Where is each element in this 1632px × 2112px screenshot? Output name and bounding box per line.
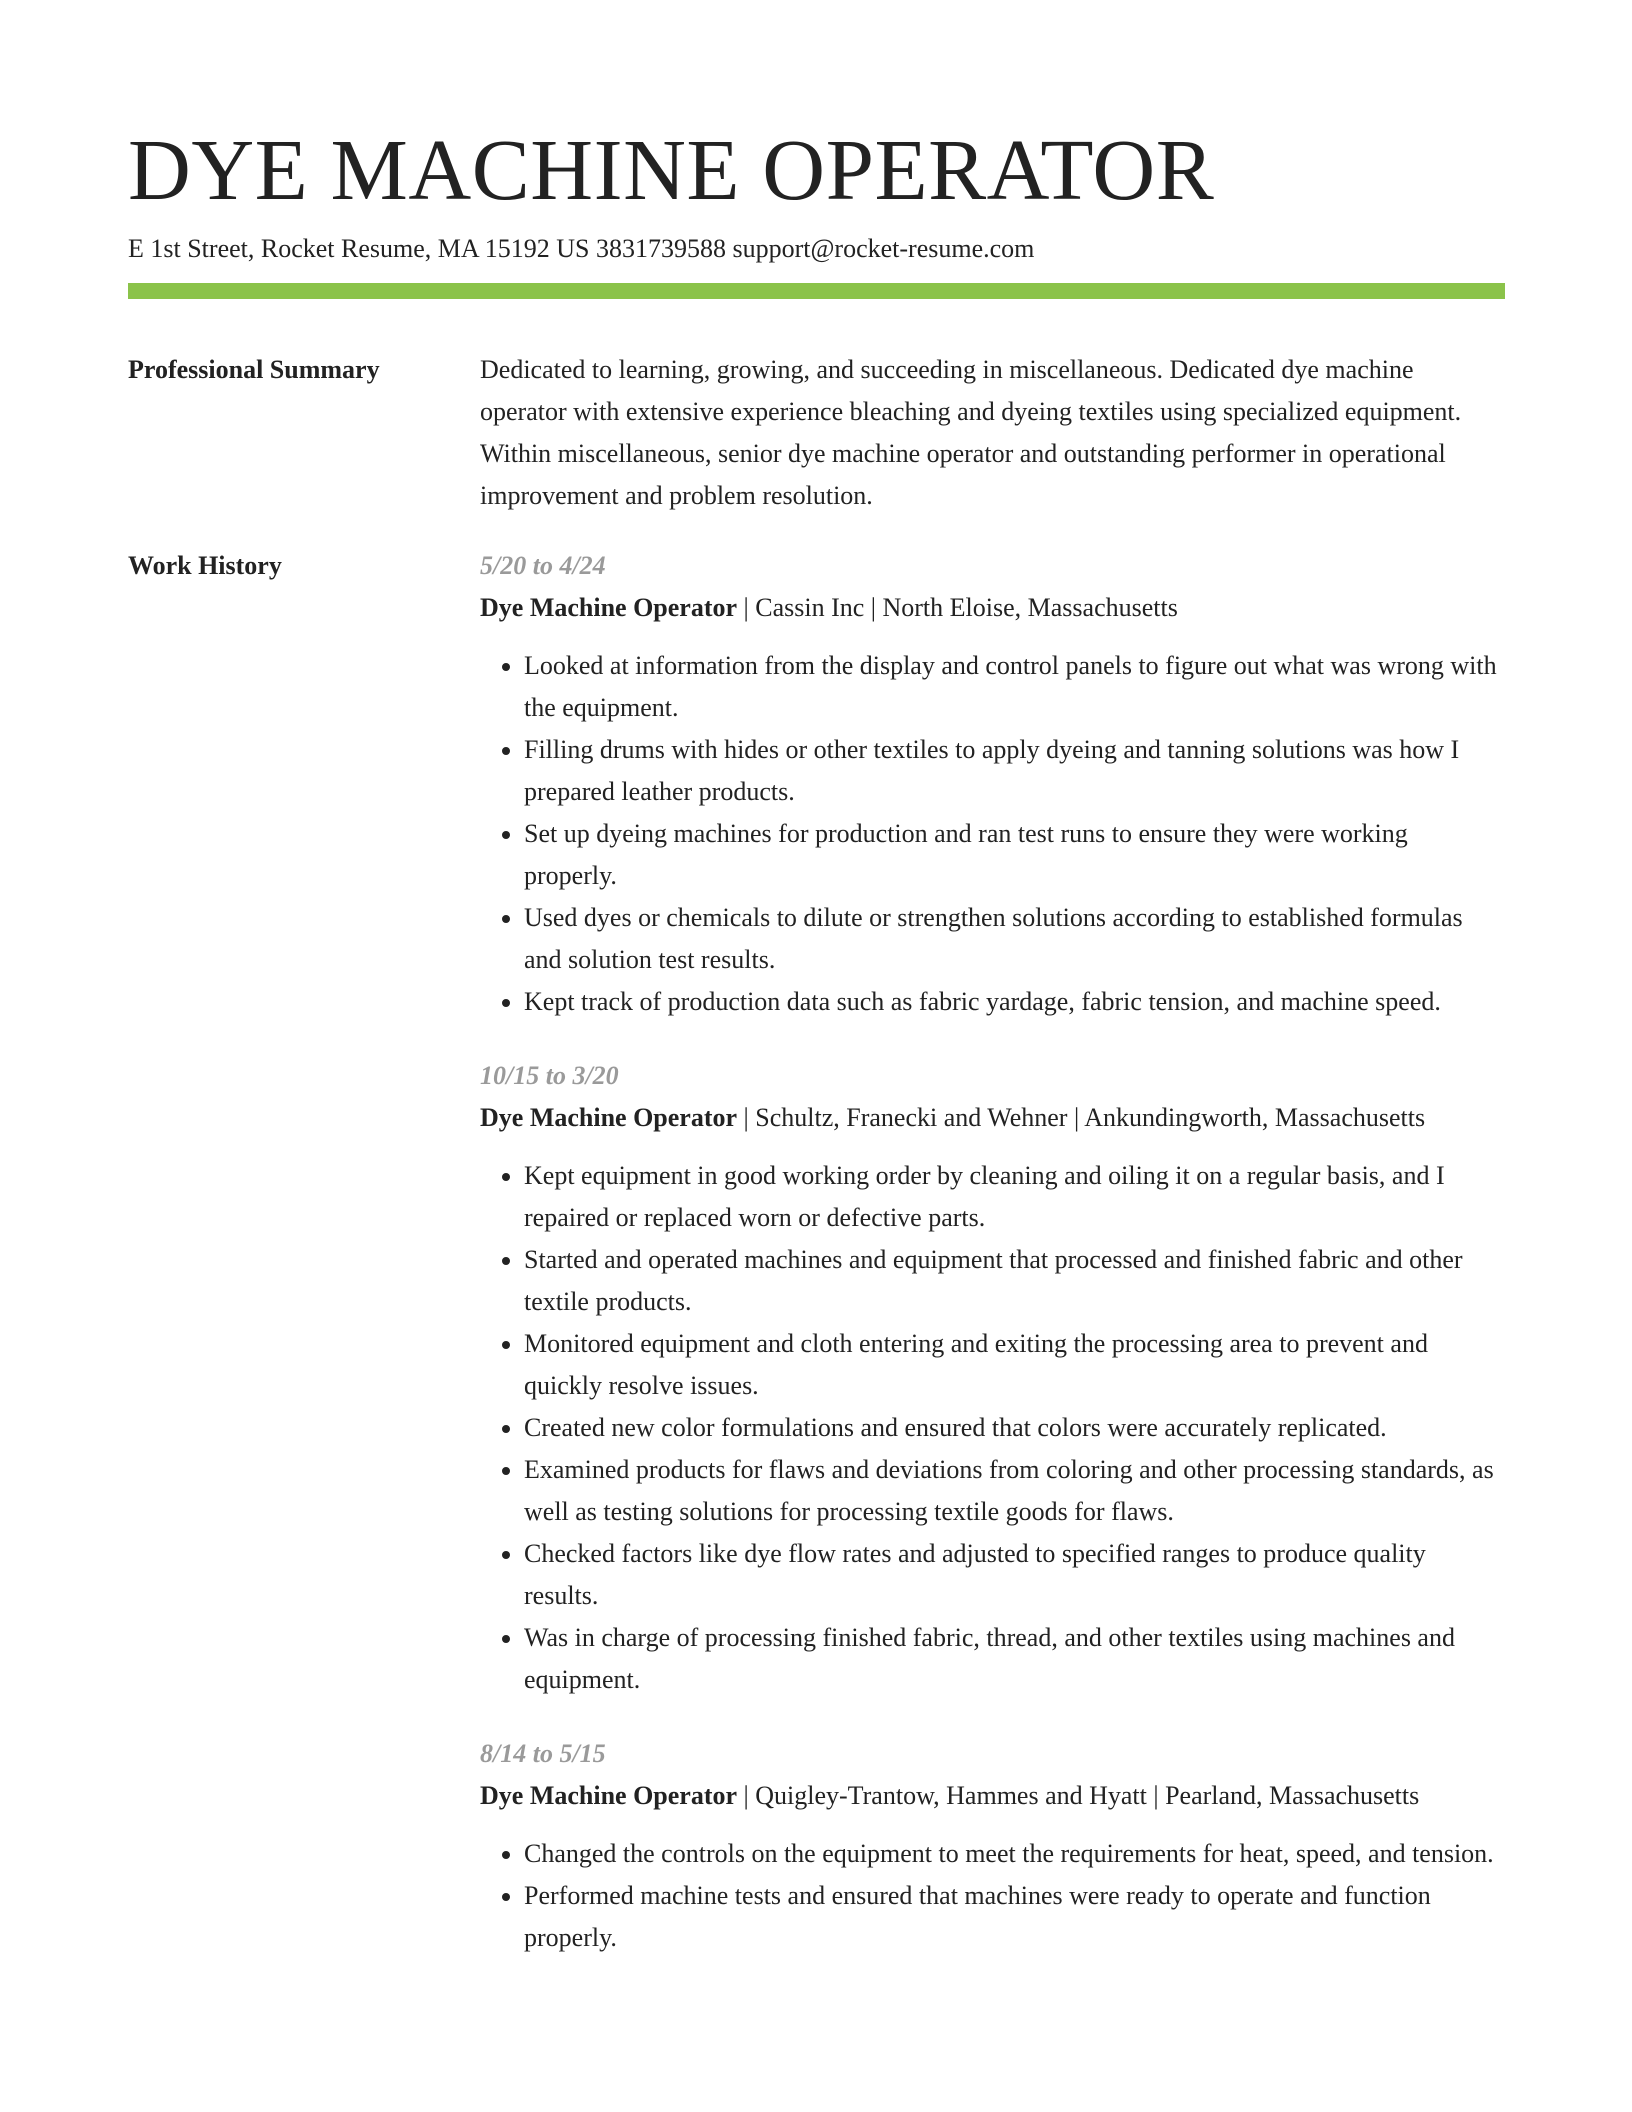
job-bullets bbox=[480, 645, 1505, 1023]
job-dates: 5/20 to 4/24 bbox=[480, 551, 606, 580]
job-title: Dye Machine Operator bbox=[480, 1103, 738, 1132]
job-bullets bbox=[480, 1155, 1505, 1701]
job-employer-location: | Quigley-Trantow, Hammes and Hyatt | Pearland, Massachusetts bbox=[737, 1781, 1420, 1810]
job-heading bbox=[480, 587, 1505, 629]
job-heading bbox=[480, 1097, 1505, 1139]
job-title: Dye Machine Operator bbox=[480, 1781, 738, 1810]
job-employer-location: | Schultz, Franecki and Wehner | Ankundingworth, Massachusetts bbox=[737, 1103, 1426, 1132]
list-item: • Kept equipment in good working order by cleaning and oiling it on a regular basis, and I repaired or replaced worn or defective parts. bbox=[524, 1155, 1505, 1239]
list-item: • Monitored equipment and cloth entering and exiting the processing area to prevent and quickly resolve issues. bbox=[524, 1323, 1505, 1407]
work-history-section bbox=[128, 545, 1505, 1959]
header-divider bbox=[128, 283, 1505, 299]
list-item: • Kept track of production data such as fabric yardage, fabric tension, and machine speed. bbox=[524, 981, 1505, 1023]
job-entry bbox=[480, 1733, 1505, 1959]
professional-summary-section bbox=[128, 349, 1505, 517]
job-dates: 8/14 to 5/15 bbox=[480, 1739, 606, 1768]
section-heading: Work History bbox=[128, 551, 282, 580]
job-heading bbox=[480, 1775, 1505, 1817]
list-item: • Examined products for flaws and deviations from coloring and other processing standards, as well as testing solutions for processing textile goods for flaws. bbox=[524, 1449, 1505, 1533]
contact-phone: 3831739588 bbox=[595, 234, 726, 263]
job-employer-location: | Cassin Inc | North Eloise, Massachusetts bbox=[737, 593, 1178, 622]
job-bullets bbox=[480, 1833, 1505, 1959]
contact-email: support@rocket-resume.com bbox=[732, 234, 1035, 263]
resume-title: DYE MACHINE OPERATOR bbox=[128, 121, 1215, 218]
job-dates: 10/15 to 3/20 bbox=[480, 1061, 619, 1090]
section-heading: Professional Summary bbox=[128, 355, 380, 384]
list-item: • Filling drums with hides or other textiles to apply dyeing and tanning solutions was how I prepared leather products. bbox=[524, 729, 1505, 813]
list-item: • Created new color formulations and ensured that colors were accurately replicated. bbox=[524, 1407, 1505, 1449]
work-history-list bbox=[480, 545, 1505, 1959]
list-item: • Checked factors like dye flow rates and adjusted to specified ranges to produce quality results. bbox=[524, 1533, 1505, 1617]
list-item: • Set up dyeing machines for production and ran test runs to ensure they were working properly. bbox=[524, 813, 1505, 897]
list-item: • Was in charge of processing finished fabric, thread, and other textiles using machines and equipment. bbox=[524, 1617, 1505, 1701]
resume-page bbox=[128, 0, 1505, 1959]
summary-text: Dedicated to learning, growing, and succeeding in miscellaneous. Dedicated dye machine operator with extensive experience bleaching and dyeing textiles using specialized equipment. Within miscellaneous, senior dye machine operator and outstanding performer in operational improvement and problem resolution. bbox=[480, 355, 1462, 510]
list-item: • Performed machine tests and ensured that machines were ready to operate and function properly. bbox=[524, 1875, 1505, 1959]
job-entry bbox=[480, 545, 1505, 1023]
contact-line bbox=[128, 232, 1505, 266]
job-title: Dye Machine Operator bbox=[480, 593, 738, 622]
list-item: • Used dyes or chemicals to dilute or strengthen solutions according to established formulas and solution test results. bbox=[524, 897, 1505, 981]
contact-address: E 1st Street, Rocket Resume, MA 15192 US bbox=[128, 234, 590, 263]
list-item: • Changed the controls on the equipment to meet the requirements for heat, speed, and tension. bbox=[524, 1833, 1505, 1875]
list-item: • Started and operated machines and equipment that processed and finished fabric and other textile products. bbox=[524, 1239, 1505, 1323]
job-entry bbox=[480, 1055, 1505, 1701]
list-item: • Looked at information from the display and control panels to figure out what was wrong with the equipment. bbox=[524, 645, 1505, 729]
